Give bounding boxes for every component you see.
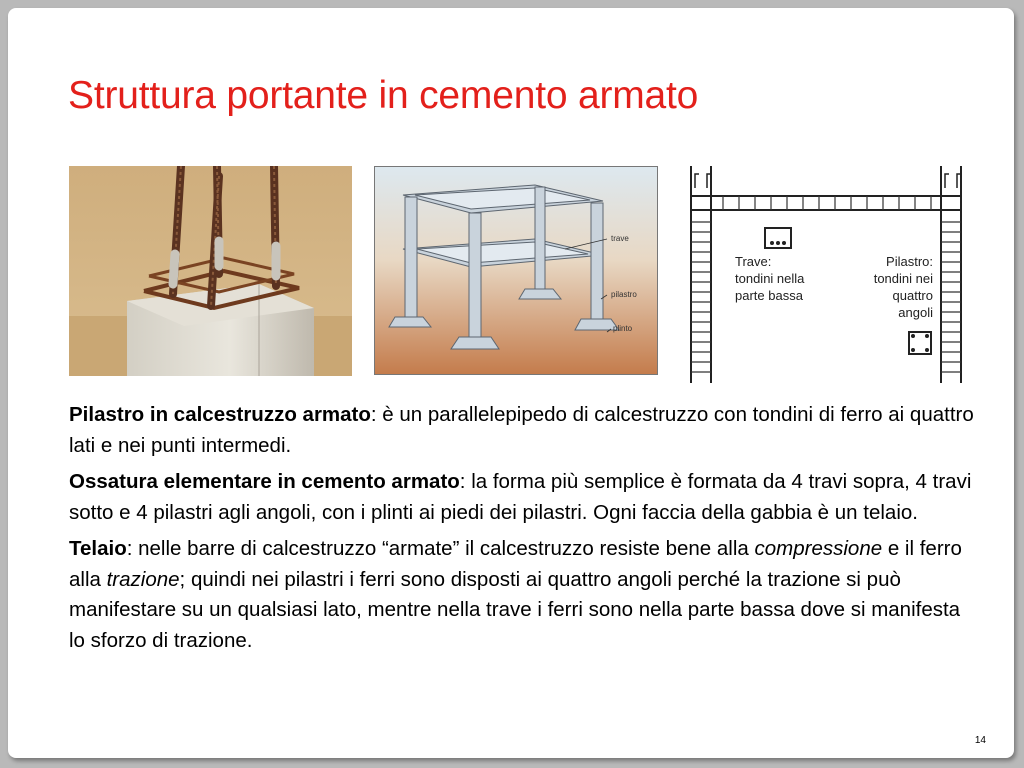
rebar-trave-line1: tondini nella <box>735 271 805 286</box>
slide <box>8 8 1014 758</box>
slide-title: Struttura portante in cemento armato <box>68 74 699 117</box>
term-ossatura: Ossatura elementare in cemento armato <box>69 470 460 493</box>
rebar-diagram <box>683 166 971 383</box>
body-text <box>69 400 974 662</box>
pillar-photo <box>69 166 352 376</box>
page-number: 14 <box>974 735 986 746</box>
rebar-trave-line2: parte bassa <box>735 288 803 303</box>
rebar-trave-title: Trave: <box>735 254 772 269</box>
frame-diagram <box>374 166 658 375</box>
paragraph-pilastro: Pilastro in calcestruzzo armato: è un parallelepipedo di calcestruzzo con tondini di ferro ai quattro lati e nei punti intermedi. <box>69 403 974 457</box>
term-telaio: Telaio <box>69 537 127 560</box>
rebar-pilastro-line3: angoli <box>898 305 933 320</box>
paragraph-ossatura: Ossatura elementare in cemento armato: la forma più semplice è formata da 4 travi sopra, 4 travi sotto e 4 pilastri agli angoli, con i plinti ai piedi dei pilastri. Ogni faccia della gabbia è un telaio. <box>69 470 972 524</box>
label-plinto: plinto <box>613 324 633 333</box>
rebar-pilastro-title: Pilastro: <box>886 254 933 269</box>
label-pilastro: pilastro <box>611 290 637 299</box>
paragraph-telaio: Telaio: nelle barre di calcestruzzo “armate” il calcestruzzo resiste bene alla compressione e il ferro alla trazione; quindi nei pilastri i ferri sono disposti ai quattro angoli perché la trazione si può manifestare su un qualsiasi lato, mentre nella trave i ferri sono nella parte bassa dove si manifesta lo sforzo di trazione. <box>69 537 962 652</box>
label-trave: trave <box>611 234 629 243</box>
term-pilastro: Pilastro in calcestruzzo armato <box>69 403 371 426</box>
rebar-pilastro-line2: quattro <box>892 288 933 303</box>
rebar-pilastro-line1: tondini nei <box>873 271 933 286</box>
